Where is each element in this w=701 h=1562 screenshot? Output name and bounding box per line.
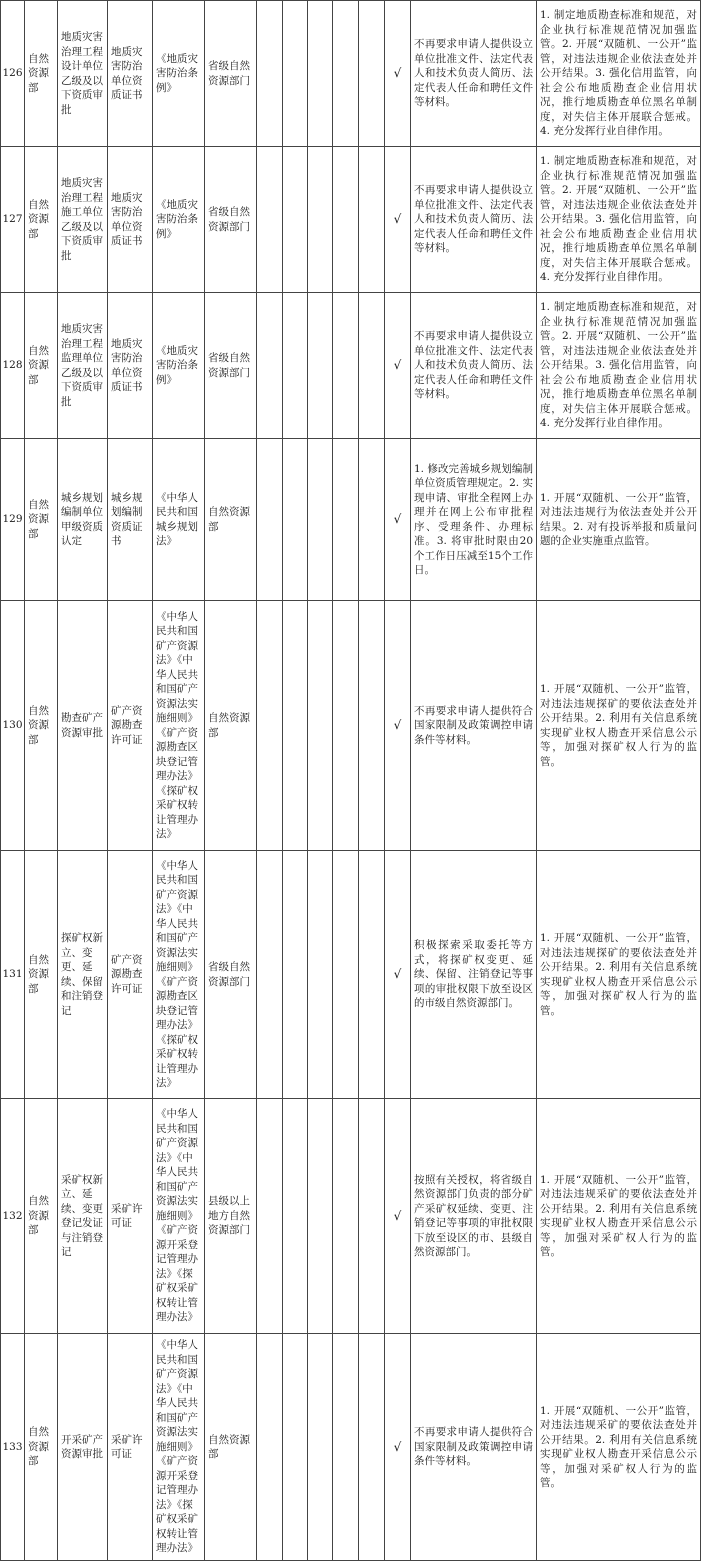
legal-basis: 《地质灾害防治条例》 [153,147,205,293]
reform-measures: 不再要求申请人提供设立单位批准文件、法定代表人和技术负责人简历、法定代表人任命和聘任文件等材料。 [411,293,537,439]
legal-basis: 《中华人民共和国矿产资源法》《中华人民共和国矿产资源法实施细则》《矿产资源开采登记管理办法》《探矿权采矿权转让管理办法》 [153,1334,205,1561]
supervision-measures: 1. 开展“双随机、一公开”监管，对违法违规采矿的要依法查处并公开结果。2. 利用有关信息系统实现矿业权人勘查开采信息公示等，加强对采矿权人行为的监管。 [537,1334,701,1561]
legal-basis: 《地质灾害防治条例》 [153,293,205,439]
check-mark: √ [385,147,411,293]
reform-measures: 不再要求申请人提供符合国家限制及政策调控申请条件等材料。 [411,601,537,851]
empty-cell [333,1099,359,1334]
check-mark: √ [385,601,411,851]
item-name: 地质灾害治理工程监理单位乙级及以下资质审批 [58,293,108,439]
department: 自然资源部 [25,439,58,601]
license-name: 地质灾害防治单位资质证书 [108,293,153,439]
item-name: 探矿权新立、变更、延续、保留和注销登记 [58,851,108,1099]
empty-cell [333,1,359,147]
empty-cell [308,293,333,439]
license-name: 地质灾害防治单位资质证书 [108,147,153,293]
department: 自然资源部 [25,851,58,1099]
empty-cell [333,1334,359,1561]
table-row [1,293,701,439]
item-number: 131 [1,851,25,1099]
item-number: 127 [1,147,25,293]
legal-basis: 《中华人民共和国城乡规划法》 [153,439,205,601]
supervision-measures: 1. 开展“双随机、一公开”监管，对违法违规探矿的要依法查处并公开结果。2. 利用有关信息系统实现矿业权人勘查开采信息公示等，加强对探矿权人行为的监管。 [537,601,701,851]
item-name: 地质灾害治理工程施工单位乙级及以下资质审批 [58,147,108,293]
table-row [1,1334,701,1561]
empty-cell [333,439,359,601]
empty-cell [359,851,385,1099]
reform-measures: 不再要求申请人提供设立单位批准文件、法定代表人和技术负责人简历、法定代表人任命和聘任文件等材料。 [411,1,537,147]
item-name: 开采矿产资源审批 [58,1334,108,1561]
empty-cell [283,439,308,601]
item-number: 130 [1,601,25,851]
legal-basis: 《中华人民共和国矿产资源法》《中华人民共和国矿产资源法实施细则》《矿产资源开采登记管理办法》《探矿权采矿权转让管理办法》 [153,1099,205,1334]
empty-cell [308,439,333,601]
approving-authority: 省级自然资源部门 [205,293,257,439]
empty-cell [283,601,308,851]
legal-basis: 《中华人民共和国矿产资源法》《中华人民共和国矿产资源法实施细则》《矿产资源勘查区块登记管理办法》《探矿权采矿权转让管理办法》 [153,601,205,851]
approving-authority: 省级自然资源部门 [205,851,257,1099]
empty-cell [359,601,385,851]
table-row [1,1099,701,1334]
empty-cell [308,1,333,147]
empty-cell [333,601,359,851]
empty-cell [333,147,359,293]
item-number: 132 [1,1099,25,1334]
approving-authority: 县级以上地方自然资源部门 [205,1099,257,1334]
table-row [1,601,701,851]
item-number: 133 [1,1334,25,1561]
reform-measures: 不再要求申请人提供符合国家限制及政策调控申请条件等材料。 [411,1334,537,1561]
table-row [1,147,701,293]
license-name: 矿产资源勘查许可证 [108,601,153,851]
empty-cell [283,147,308,293]
empty-cell [257,601,283,851]
empty-cell [257,1099,283,1334]
department: 自然资源部 [25,1,58,147]
license-name: 矿产资源勘查许可证 [108,851,153,1099]
empty-cell [257,1334,283,1561]
item-number: 129 [1,439,25,601]
item-name: 城乡规划编制单位甲级资质认定 [58,439,108,601]
empty-cell [283,851,308,1099]
supervision-measures: 1. 开展“双随机、一公开”监管，对违法违规行为依法查处并公开结果。2. 对有投诉举报和质量问题的企业实施重点监管。 [537,439,701,601]
empty-cell [308,851,333,1099]
item-name: 采矿权新立、延续、变更登记发证与注销登记 [58,1099,108,1334]
check-mark: √ [385,851,411,1099]
reform-measures: 不再要求申请人提供设立单位批准文件、法定代表人和技术负责人简历、法定代表人任命和聘任文件等材料。 [411,147,537,293]
empty-cell [257,147,283,293]
empty-cell [283,1334,308,1561]
check-mark: √ [385,1099,411,1334]
check-mark: √ [385,1,411,147]
table-row [1,1,701,147]
department: 自然资源部 [25,1334,58,1561]
license-name: 采矿许可证 [108,1099,153,1334]
department: 自然资源部 [25,601,58,851]
empty-cell [359,1099,385,1334]
empty-cell [283,1099,308,1334]
check-mark: √ [385,293,411,439]
check-mark: √ [385,1334,411,1561]
reform-measures: 按照有关授权，将省级自然资源部门负责的部分矿产采矿权延续、变更、注销登记等事项的审批权限下放至设区的市、县级自然资源部门。 [411,1099,537,1334]
reform-measures: 积极探索采取委托等方式，将探矿权变更、延续、保留、注销登记等事项的审批权限下放至设区的市级自然资源部门。 [411,851,537,1099]
empty-cell [333,851,359,1099]
approving-authority: 省级自然资源部门 [205,147,257,293]
legal-basis: 《地质灾害防治条例》 [153,1,205,147]
empty-cell [359,293,385,439]
department: 自然资源部 [25,293,58,439]
table-row [1,851,701,1099]
approving-authority: 自然资源部 [205,1334,257,1561]
empty-cell [257,1,283,147]
empty-cell [283,293,308,439]
empty-cell [308,147,333,293]
department: 自然资源部 [25,147,58,293]
item-number: 126 [1,1,25,147]
empty-cell [308,1334,333,1561]
department: 自然资源部 [25,1099,58,1334]
empty-cell [257,851,283,1099]
license-name: 城乡规划编制资质证书 [108,439,153,601]
table-body [1,1,701,1561]
item-name: 地质灾害治理工程设计单位乙级及以下资质审批 [58,1,108,147]
license-name: 地质灾害防治单位资质证书 [108,1,153,147]
item-number: 128 [1,293,25,439]
table-row [1,439,701,601]
supervision-measures: 1. 制定地质勘查标准和规范，对企业执行标准规范情况加强监管。2. 开展“双随机、一公开”监管，对违法违规企业依法查处并公开结果。3. 强化信用监管，向社会公布地质勘查企业信用状况，推行地质勘查单位黑名单制度，对失信主体开展联合惩戒。4. 充分发挥行业自律作用。 [537,293,701,439]
check-mark: √ [385,439,411,601]
empty-cell [257,439,283,601]
item-name: 勘查矿产资源审批 [58,601,108,851]
license-name: 采矿许可证 [108,1334,153,1561]
supervision-measures: 1. 制定地质勘查标准和规范，对企业执行标准规范情况加强监管。2. 开展“双随机、一公开”监管，对违法违规企业依法查处并公开结果。3. 强化信用监管，向社会公布地质勘查企业信用状况，推行地质勘查单位黑名单制度，对失信主体开展联合惩戒。4. 充分发挥行业自律作用。 [537,147,701,293]
empty-cell [308,601,333,851]
empty-cell [359,1,385,147]
supervision-measures: 1. 制定地质勘查标准和规范，对企业执行标准规范情况加强监管。2. 开展“双随机、一公开”监管，对违法违规企业依法查处并公开结果。3. 强化信用监管，向社会公布地质勘查企业信用状况，推行地质勘查单位黑名单制度，对失信主体开展联合惩戒。4. 充分发挥行业自律作用。 [537,1,701,147]
reform-measures: 1. 修改完善城乡规划编制单位资质管理规定。2. 实现申请、审批全程网上办理并在网上公布审批程序、受理条件、办理标准。3. 将审批时限由20个工作日压减至15个工作日。 [411,439,537,601]
empty-cell [283,1,308,147]
empty-cell [308,1099,333,1334]
legal-basis: 《中华人民共和国矿产资源法》《中华人民共和国矿产资源法实施细则》《矿产资源勘查区块登记管理办法》《探矿权采矿权转让管理办法》 [153,851,205,1099]
empty-cell [359,1334,385,1561]
approving-authority: 省级自然资源部门 [205,1,257,147]
empty-cell [333,293,359,439]
supervision-measures: 1. 开展“双随机、一公开”监管，对违法违规采矿的要依法查处并公开结果。2. 利用有关信息系统实现矿业权人勘查开采信息公示等，加强对采矿权人行为的监管。 [537,1099,701,1334]
approving-authority: 自然资源部 [205,439,257,601]
empty-cell [359,439,385,601]
supervision-measures: 1. 开展“双随机、一公开”监管，对违法违规探矿的要依法查处并公开结果。2. 利用有关信息系统实现矿业权人勘查开采信息公示等，加强对探矿权人行为的监管。 [537,851,701,1099]
empty-cell [257,293,283,439]
approving-authority: 自然资源部 [205,601,257,851]
empty-cell [359,147,385,293]
